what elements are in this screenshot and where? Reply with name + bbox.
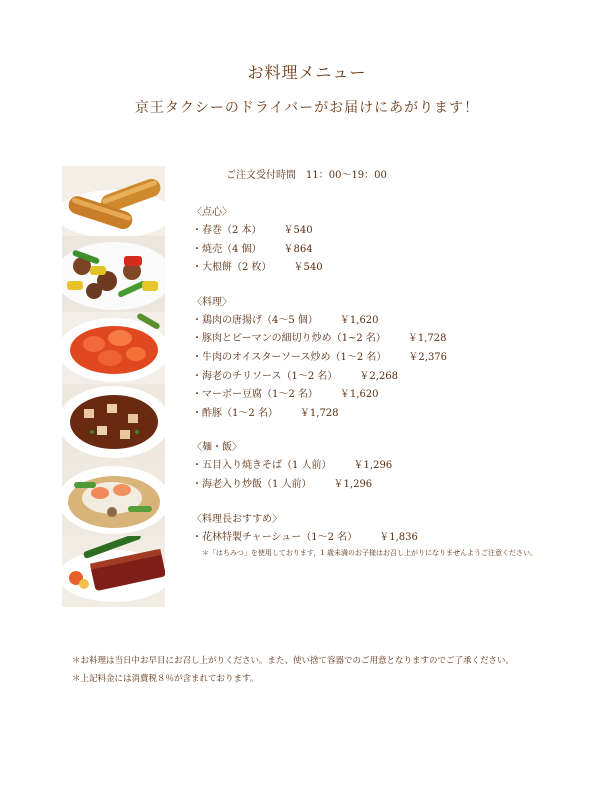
item-price: ￥1,620	[339, 314, 379, 326]
item-name: ・豚肉とピーマンの細切り炒め（1~2 名）	[192, 333, 386, 345]
menu-subtitle: 京王タクシーのドライバーがお届けにあがります！	[134, 100, 480, 116]
section-heading: 〈点心〉	[192, 207, 232, 218]
menu-list	[192, 203, 537, 574]
item-price: ￥2,376	[408, 351, 448, 363]
footer-notes	[72, 652, 514, 688]
spring-roll-photo	[62, 166, 165, 236]
section-heading: 〈麺・飯〉	[192, 442, 242, 454]
menu-item	[192, 405, 537, 424]
honey-note: ＊「はちみつ」を使用しております，1 歳未満のお子様はお召し上がりになりませんようご注意ください。	[202, 549, 537, 558]
menu-item	[192, 312, 537, 331]
menu-item	[192, 368, 537, 387]
menu-item	[192, 529, 537, 548]
section-dim-sum	[192, 203, 537, 278]
item-price: ￥1,728	[407, 333, 447, 345]
item-price: ￥1,836	[379, 531, 418, 543]
food-photo-strip	[62, 166, 165, 607]
pepper-pork-photo	[62, 236, 165, 312]
footer-note: ＊お料理は当日中お早目にお召し上がりください。また、使い捨て容器でのご用意となりますのでご了承ください。	[72, 656, 515, 666]
section-heading: 〈料理長おすすめ〉	[192, 513, 283, 525]
mapo-tofu-photo	[62, 384, 165, 460]
item-name: ・春巻（2 本）	[192, 225, 262, 236]
item-name: ・牛肉のオイスターソース炒め（1〜2 名）	[192, 351, 387, 363]
item-price: ￥1,620	[339, 389, 379, 401]
item-name: ・海老のチリソース（1〜2 名）	[192, 370, 338, 382]
item-name: ・焼売（4 個）	[192, 243, 262, 255]
item-price: ￥1,728	[299, 407, 339, 419]
menu-item	[192, 259, 537, 278]
section-noodles-rice	[192, 438, 537, 494]
menu-item	[192, 330, 537, 349]
menu-item	[192, 476, 537, 495]
menu-item	[192, 457, 537, 476]
item-price: ￥1,296	[353, 460, 393, 472]
item-name: ・鶏肉の唐揚げ（4〜5 個）	[192, 314, 318, 326]
shrimp-chili-photo	[62, 312, 165, 384]
menu-item	[192, 386, 537, 405]
item-name: ・五目入り焼きそば（1 人前）	[192, 460, 332, 472]
item-price: ￥2,268	[359, 370, 399, 382]
item-price: ￥1,296	[333, 478, 373, 490]
order-hours: ご注文受付時間 11：00〜19：00	[226, 170, 387, 181]
char-siu-photo	[62, 536, 165, 607]
footer-note: ＊上記料金には消費税８％が含まれております。	[72, 674, 259, 684]
item-name: ・花林特製チャーシュー（1〜2 名）	[192, 531, 358, 543]
item-price: ￥540	[283, 225, 313, 236]
item-name: ・海老入り炒飯（1 人前）	[192, 478, 312, 490]
item-name: ・マーボー豆腐（1〜2 名）	[192, 389, 318, 401]
fried-noodles-photo	[62, 460, 165, 536]
item-name: ・大根餅（2 枚）	[192, 262, 272, 274]
section-heading: 〈料理〉	[192, 296, 232, 308]
menu-item	[192, 241, 537, 260]
item-price: ￥864	[283, 243, 313, 255]
item-name: ・酢豚（1〜2 名）	[192, 407, 278, 419]
menu-item	[192, 349, 537, 368]
section-chef-recommend	[192, 510, 537, 560]
menu-item	[192, 222, 537, 241]
item-price: ￥540	[293, 262, 323, 274]
section-dishes	[192, 293, 537, 424]
menu-title: お料理メニュー	[247, 63, 367, 82]
